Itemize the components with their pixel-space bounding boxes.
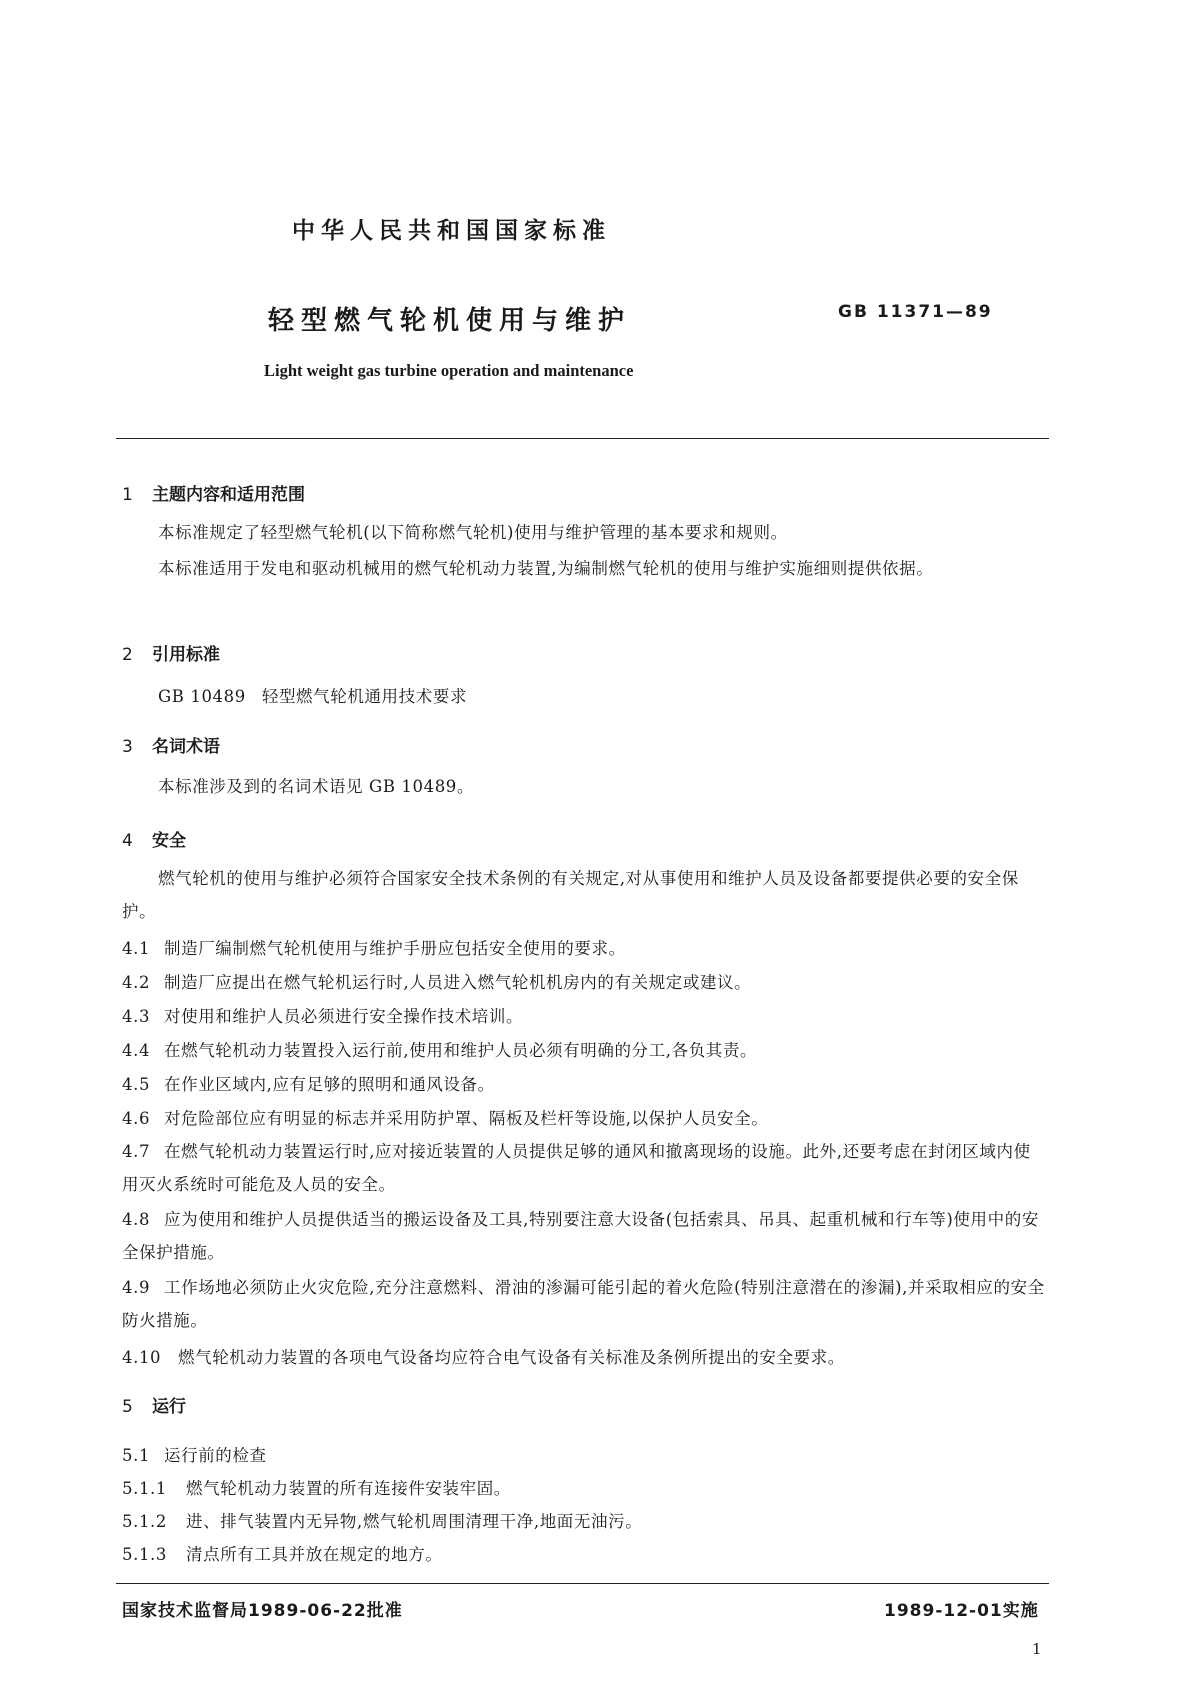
clause-number: 4.2 bbox=[122, 973, 151, 992]
footer-divider bbox=[116, 1583, 1049, 1584]
section-title: 运行 bbox=[152, 1397, 186, 1417]
standard-type-header: 中华人民共和国国家标准 bbox=[292, 218, 611, 244]
clause-4-6 bbox=[122, 1105, 768, 1129]
clause-number: 4.8 bbox=[122, 1210, 151, 1229]
section-2-heading bbox=[122, 640, 220, 665]
clause-4-7 bbox=[122, 1135, 1046, 1201]
clause-text: 在作业区域内,应有足够的照明和通风设备。 bbox=[164, 1075, 495, 1094]
section-number: 3 bbox=[122, 737, 133, 757]
standard-code: GB 11371—89 bbox=[838, 302, 993, 322]
clause-4-9 bbox=[122, 1271, 1046, 1337]
page-number: 1 bbox=[1032, 1640, 1042, 1658]
clause-text: 对使用和维护人员必须进行安全操作技术培训。 bbox=[164, 1007, 524, 1026]
clause-5-1-2 bbox=[122, 1508, 642, 1532]
referenced-standard bbox=[158, 683, 467, 707]
clause-number: 4.6 bbox=[122, 1109, 151, 1128]
section-title: 引用标准 bbox=[152, 645, 220, 665]
clause-number: 4.10 bbox=[122, 1348, 162, 1367]
section-number: 4 bbox=[122, 831, 133, 851]
clause-text: 运行前的检查 bbox=[164, 1446, 267, 1465]
clause-number: 4.7 bbox=[122, 1142, 151, 1161]
section-3-paragraph: 本标准涉及到的名词术语见 GB 10489。 bbox=[158, 777, 474, 796]
clause-text: 燃气轮机动力装置的所有连接件安装牢固。 bbox=[186, 1479, 511, 1498]
clause-text: 在燃气轮机动力装置运行时,应对接近装置的人员提供足够的通风和撤离现场的设施。此外,还要考虑在封闭区域内使用灭火系统时可能危及人员的安全。 bbox=[122, 1142, 1031, 1194]
clause-number: 5.1 bbox=[122, 1446, 151, 1465]
clause-5-1-3 bbox=[122, 1541, 443, 1565]
section-3-heading bbox=[122, 732, 220, 757]
clause-number: 5.1.3 bbox=[122, 1545, 167, 1564]
clause-number: 4.3 bbox=[122, 1007, 151, 1026]
clause-4-4 bbox=[122, 1037, 757, 1061]
section-title: 名词术语 bbox=[152, 737, 220, 757]
effective-date: 1989-12-01实施 bbox=[884, 1601, 1039, 1621]
clause-text: 应为使用和维护人员提供适当的搬运设备及工具,特别要注意大设备(包括索具、吊具、起重机械和行车等)使用中的安全保护措施。 bbox=[122, 1210, 1039, 1262]
clause-number: 5.1.2 bbox=[122, 1512, 167, 1531]
section-number: 5 bbox=[122, 1397, 133, 1417]
clause-number: 4.4 bbox=[122, 1041, 151, 1060]
section-4-intro: 燃气轮机的使用与维护必须符合国家安全技术条例的有关规定,对从事使用和维护人员及设备都要提供必要的安全保护。 bbox=[122, 869, 1019, 921]
clause-text: 燃气轮机动力装置的各项电气设备均应符合电气设备有关标准及条例所提出的安全要求。 bbox=[178, 1348, 845, 1367]
section-title: 安全 bbox=[152, 831, 186, 851]
section-1-heading bbox=[122, 480, 305, 505]
section-1-paragraph-2: 本标准适用于发电和驱动机械用的燃气轮机动力装置,为编制燃气轮机的使用与维护实施细则提供依据。 bbox=[158, 559, 934, 578]
reference-title: 轻型燃气轮机通用技术要求 bbox=[261, 687, 468, 706]
clause-number: 4.5 bbox=[122, 1075, 151, 1094]
clause-text: 制造厂应提出在燃气轮机运行时,人员进入燃气轮机机房内的有关规定或建议。 bbox=[164, 973, 752, 992]
english-title: Light weight gas turbine operation and maintenance bbox=[264, 361, 634, 380]
clause-text: 制造厂编制燃气轮机使用与维护手册应包括安全使用的要求。 bbox=[164, 939, 626, 958]
section-number: 1 bbox=[122, 485, 133, 505]
clause-text: 对危险部位应有明显的标志并采用防护罩、隔板及栏杆等设施,以保护人员安全。 bbox=[164, 1109, 769, 1128]
section-1-paragraph-1: 本标准规定了轻型燃气轮机(以下简称燃气轮机)使用与维护管理的基本要求和规则。 bbox=[158, 523, 788, 542]
clause-number: 4.1 bbox=[122, 939, 151, 958]
clause-5-1 bbox=[122, 1442, 267, 1466]
clause-4-8 bbox=[122, 1203, 1046, 1269]
clause-4-10 bbox=[122, 1344, 845, 1368]
section-4-heading bbox=[122, 826, 186, 851]
clause-4-3 bbox=[122, 1003, 523, 1027]
clause-4-5 bbox=[122, 1071, 495, 1095]
clause-4-2 bbox=[122, 969, 751, 993]
clause-text: 工作场地必须防止火灾危险,充分注意燃料、滑油的渗漏可能引起的着火危险(特别注意潜在的渗漏),并采取相应的安全防火措施。 bbox=[122, 1278, 1045, 1330]
section-5-heading bbox=[122, 1392, 186, 1417]
document-title: 轻型燃气轮机使用与维护 bbox=[268, 306, 632, 336]
header-divider bbox=[116, 438, 1049, 439]
section-title: 主题内容和适用范围 bbox=[152, 485, 305, 505]
approval-date: 国家技术监督局1989-06-22批准 bbox=[122, 1601, 403, 1621]
clause-text: 进、排气装置内无异物,燃气轮机周围清理干净,地面无油污。 bbox=[186, 1512, 643, 1531]
clause-number: 4.9 bbox=[122, 1278, 151, 1297]
clause-5-1-1 bbox=[122, 1475, 511, 1499]
clause-number: 5.1.1 bbox=[122, 1479, 167, 1498]
section-number: 2 bbox=[122, 645, 133, 665]
reference-code: GB 10489 bbox=[158, 687, 246, 706]
clause-text: 在燃气轮机动力装置投入运行前,使用和维护人员必须有明确的分工,各负其责。 bbox=[164, 1041, 758, 1060]
clause-4-1 bbox=[122, 935, 626, 959]
clause-text: 清点所有工具并放在规定的地方。 bbox=[186, 1545, 443, 1564]
